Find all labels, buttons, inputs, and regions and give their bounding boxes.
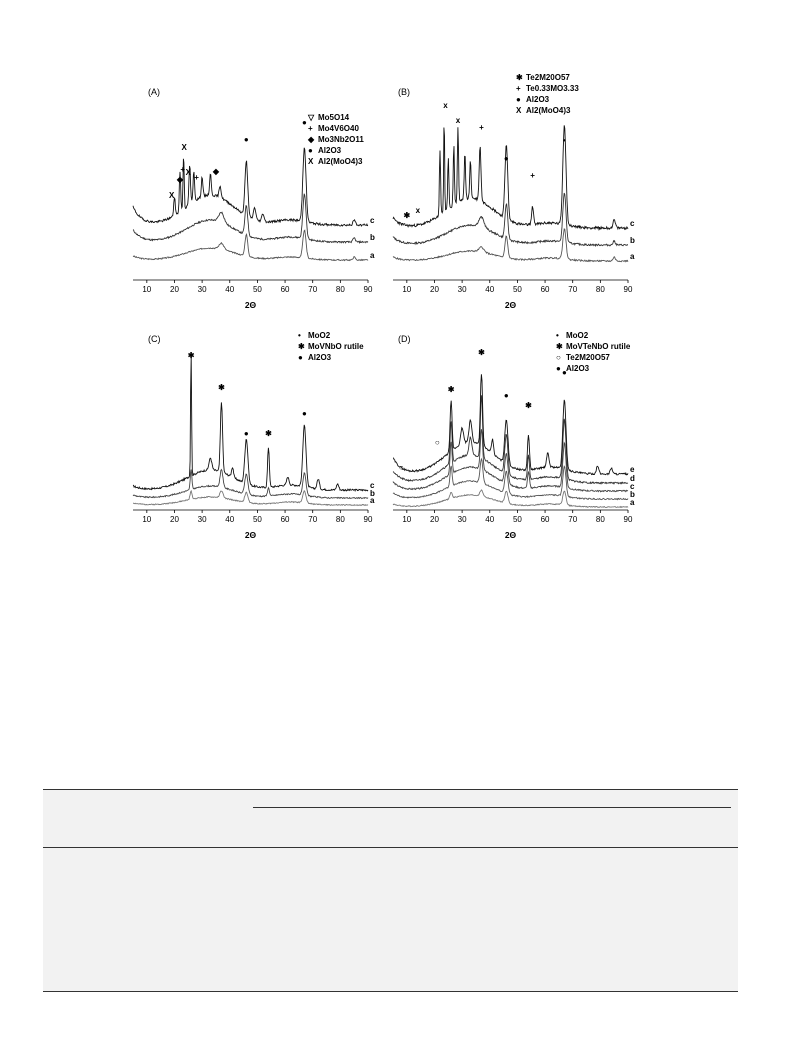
x-tick-label: 30	[457, 285, 467, 294]
x-axis-title: 2Θ	[244, 300, 257, 310]
curve-label: b	[630, 490, 635, 499]
peak-marker: x	[443, 101, 448, 110]
curve-label: b	[370, 233, 375, 242]
x-tick-label: 80	[595, 515, 605, 524]
legend-entry: Al2O3	[308, 353, 332, 362]
x-tick-label: 30	[457, 515, 467, 524]
legend-entry: MoVNbO rutile	[308, 342, 364, 351]
peak-marker: ✱	[218, 383, 225, 392]
x-tick-label: 50	[512, 285, 522, 294]
peak-marker: x	[455, 116, 461, 125]
legend-symbol: +	[308, 124, 313, 133]
peak-marker: ◆	[212, 167, 220, 176]
curve-label: a	[630, 252, 635, 261]
x-tick-label: 20	[430, 515, 439, 524]
x-tick-label: 20	[170, 285, 179, 294]
legend-symbol: X	[308, 157, 314, 166]
peak-marker: ○	[398, 463, 404, 472]
legend-symbol: X	[516, 106, 522, 115]
legend-entry: Al2O3	[566, 364, 590, 373]
legend-symbol: ✱	[298, 342, 305, 351]
x-tick-label: 80	[335, 515, 345, 524]
table-region	[43, 789, 738, 992]
legend-symbol: ○	[556, 353, 561, 362]
curve-label: e	[630, 465, 635, 474]
legend-symbol: •	[556, 331, 559, 340]
legend-entry: Te2M20O57	[566, 353, 610, 362]
peak-marker: ●	[561, 368, 567, 377]
panel-c	[128, 330, 378, 550]
legend-entry: Al2O3	[318, 146, 342, 155]
curve-label: b	[630, 236, 635, 245]
legend-entry: Al2(MoO4)3	[318, 157, 363, 166]
peak-marker: ●	[503, 391, 509, 400]
x-tick-label: 40	[225, 285, 235, 294]
curve-label: a	[370, 496, 375, 505]
legend-symbol: ✱	[556, 342, 563, 351]
peak-marker: ✱	[525, 401, 532, 410]
x-tick-label: 70	[308, 515, 318, 524]
x-tick-label: 90	[363, 515, 373, 524]
xrd-plot-d	[388, 330, 638, 550]
peak-marker: x	[415, 206, 421, 215]
peak-marker: ✱	[478, 348, 485, 357]
panel-label: (B)	[398, 87, 410, 97]
x-tick-label: 10	[142, 515, 152, 524]
legend-symbol: ◆	[308, 135, 315, 144]
peak-marker: X	[185, 168, 191, 177]
x-tick-label: 20	[430, 285, 439, 294]
table-bottom-rule	[43, 991, 738, 992]
peak-marker: ●	[243, 135, 249, 144]
x-axis-title: 2Θ	[244, 530, 257, 540]
peak-marker: ◆	[176, 175, 184, 184]
diffractogram-curve	[133, 356, 368, 491]
legend-entry: MoO2	[308, 331, 331, 340]
x-tick-label: 70	[568, 515, 578, 524]
xrd-plot-c	[128, 330, 378, 550]
peak-marker: ✱	[403, 211, 411, 220]
curve-label: c	[630, 482, 635, 491]
panel-label: (C)	[148, 334, 161, 344]
legend-symbol: ●	[556, 364, 561, 373]
panel-b	[388, 68, 638, 320]
panel-label: (A)	[148, 87, 160, 97]
x-axis-title: 2Θ	[504, 530, 517, 540]
x-tick-label: 80	[595, 285, 605, 294]
legend-symbol: •	[298, 331, 301, 340]
curve-label: b	[370, 489, 375, 498]
peak-marker: ✱	[447, 385, 455, 394]
curve-label: c	[370, 216, 375, 225]
legend-entry: Mo5O14	[318, 113, 350, 122]
peak-marker: +	[180, 165, 186, 174]
legend-entry: Al2O3	[526, 95, 550, 104]
x-tick-label: 20	[170, 515, 179, 524]
x-tick-label: 40	[485, 285, 495, 294]
peak-marker: ●	[243, 429, 249, 438]
peak-marker: ●	[301, 409, 307, 418]
peak-marker: •	[563, 136, 566, 145]
table-header-bottom-rule	[43, 847, 738, 848]
peak-marker: ○	[434, 438, 440, 447]
x-tick-label: 90	[363, 285, 373, 294]
x-axis-title: 2Θ	[504, 300, 517, 310]
legend-symbol: ●	[308, 146, 313, 155]
legend-symbol: ▽	[308, 113, 315, 122]
table-header-subrule	[253, 807, 731, 808]
x-tick-label: 10	[142, 285, 152, 294]
curve-label: a	[370, 251, 375, 260]
legend-entry: MoO2	[566, 331, 589, 340]
legend-symbol: ●	[516, 95, 521, 104]
peak-marker: ✱	[265, 429, 272, 438]
x-tick-label: 70	[308, 285, 318, 294]
x-tick-label: 90	[623, 515, 633, 524]
x-tick-label: 30	[197, 285, 207, 294]
x-tick-label: 60	[280, 515, 290, 524]
legend-entry: Te0.33MO3.33	[526, 84, 579, 93]
x-tick-label: 60	[540, 515, 550, 524]
x-tick-label: 30	[197, 515, 207, 524]
xrd-plot-b	[388, 68, 638, 320]
x-tick-label: 10	[402, 515, 412, 524]
peak-marker: +	[194, 173, 199, 182]
x-tick-label: 80	[335, 285, 345, 294]
x-tick-label: 50	[252, 515, 262, 524]
legend-entry: MoVTeNbO rutile	[566, 342, 631, 351]
curve-label: c	[370, 481, 375, 490]
x-tick-label: 40	[485, 515, 495, 524]
peak-marker: X	[169, 191, 175, 200]
diffractogram-curve	[133, 194, 368, 243]
table-top-rule	[43, 789, 738, 790]
panel-d	[388, 330, 638, 550]
legend-entry: Te2M20O57	[526, 73, 570, 82]
x-tick-label: 10	[402, 285, 412, 294]
curve-label: a	[630, 498, 635, 507]
diffractogram-curve	[393, 125, 628, 229]
curve-label: d	[630, 474, 635, 483]
curve-label: c	[630, 219, 635, 228]
panel-a	[128, 80, 378, 320]
peak-marker: X	[181, 143, 187, 152]
diffractogram-curve	[133, 230, 368, 260]
xrd-plot-a	[128, 80, 378, 320]
diffractogram-curve	[393, 374, 628, 475]
x-tick-label: 50	[252, 285, 262, 294]
x-tick-label: 60	[280, 285, 290, 294]
peak-marker: ✱	[187, 351, 195, 360]
legend-symbol: ●	[298, 353, 303, 362]
peak-marker: ●	[301, 118, 307, 127]
x-tick-label: 60	[540, 285, 550, 294]
legend-entry: Al2(MoO4)3	[526, 106, 571, 115]
x-tick-label: 40	[225, 515, 235, 524]
panel-label: (D)	[398, 334, 411, 344]
legend-symbol: ✱	[516, 73, 523, 82]
legend-entry: Mo4V6O40	[318, 124, 359, 133]
x-tick-label: 50	[512, 515, 522, 524]
peak-marker: ●	[503, 154, 509, 163]
peak-marker: +	[479, 123, 484, 132]
legend-symbol: +	[516, 84, 521, 93]
peak-marker: +	[530, 171, 535, 180]
diffractogram-curve	[393, 395, 628, 484]
x-tick-label: 90	[623, 285, 633, 294]
x-tick-label: 70	[568, 285, 578, 294]
legend-entry: Mo3Nb2O11	[318, 135, 364, 144]
